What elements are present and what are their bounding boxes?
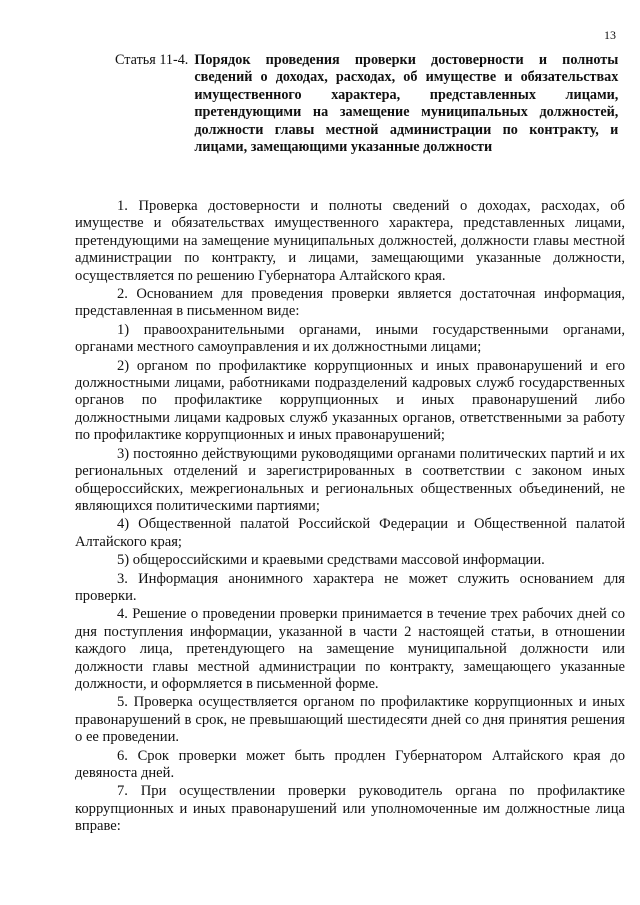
paragraph-2-item-3: 3) постоянно действующими руководящими органами политических партий и их региональных отделений и зарегистрированных в соответствии с законом иных общероссийских, межрегиональных и региональных общественных объединений, не являющихся политическими партиями; <box>75 445 625 514</box>
paragraph-2: 2. Основанием для проведения проверки является достаточная информация, представленная в письменном виде: <box>75 286 625 320</box>
paragraph-7: 7. При осуществлении проверки руководитель органа по профилактике коррупционных и иных правонарушений или уполномоченные им должностные лица вправе: <box>75 783 625 835</box>
paragraph-2-item-1: 1) правоохранительными органами, иными государственными органами, органами местного самоуправления и их должностными лицами; <box>75 321 625 356</box>
paragraph-1: 1. Проверка достоверности и полноты сведений о доходах, расходах, об имуществе и обязательствах имущественного характера, представленных лицами, претендующими на замещение муниципальных должностей, должности главы местной администрации по контракту, и лицами, замещающими указанные должности, осуществляется по решению Губернатора Алтайского края. <box>75 198 625 284</box>
article-heading <box>115 52 625 156</box>
page-number: 13 <box>604 28 616 42</box>
paragraph-2-item-2: 2) органом по профилактике коррупционных и иных правонарушений и его должностными лицами, работниками подразделений кадровых служб государственных органов по профилактике коррупционных и иных правонарушений либо должностными лицами кадровых служб указанных органов, ответственными за работу по профилактике коррупционных и иных правонарушений; <box>75 357 625 444</box>
article-title: Порядок проведения проверки достоверности и полноты сведений о доходах, расходах, об имуществе и обязательствах имущественного характера, представленных лицами, претендующими на замещение муниципальных должностей, должности главы местной администрации по контракту, и лицами, замещающими указанные должности <box>194 52 619 156</box>
paragraph-4: 4. Решение о проведении проверки принимается в течение трех рабочих дней со дня поступления информации, указанной в части 2 настоящей статьи, в отношении каждого лица, претендующего на замещение муниципальной должности или должности главы местной администрации по контракту, замещающего указанные должности, и оформляется в письменной форме. <box>75 606 625 692</box>
paragraph-3: 3. Информация анонимного характера не может служить основанием для проверки. <box>75 570 625 604</box>
paragraph-5: 5. Проверка осуществляется органом по профилактике коррупционных и иных правонарушений в срок, не превышающий шестидесяти дней со дня принятия решения о ее проведении. <box>75 694 625 746</box>
paragraph-2-item-4: 4) Общественной палатой Российской Федерации и Общественной палатой Алтайского края; <box>75 516 625 550</box>
article-label: Статья 11-4. <box>115 52 189 68</box>
paragraph-6: 6. Срок проверки может быть продлен Губернатором Алтайского края до девяноста дней. <box>75 747 625 781</box>
article-body <box>75 198 625 837</box>
paragraph-2-item-5: 5) общероссийскими и краевыми средствами массовой информации. <box>117 552 545 569</box>
